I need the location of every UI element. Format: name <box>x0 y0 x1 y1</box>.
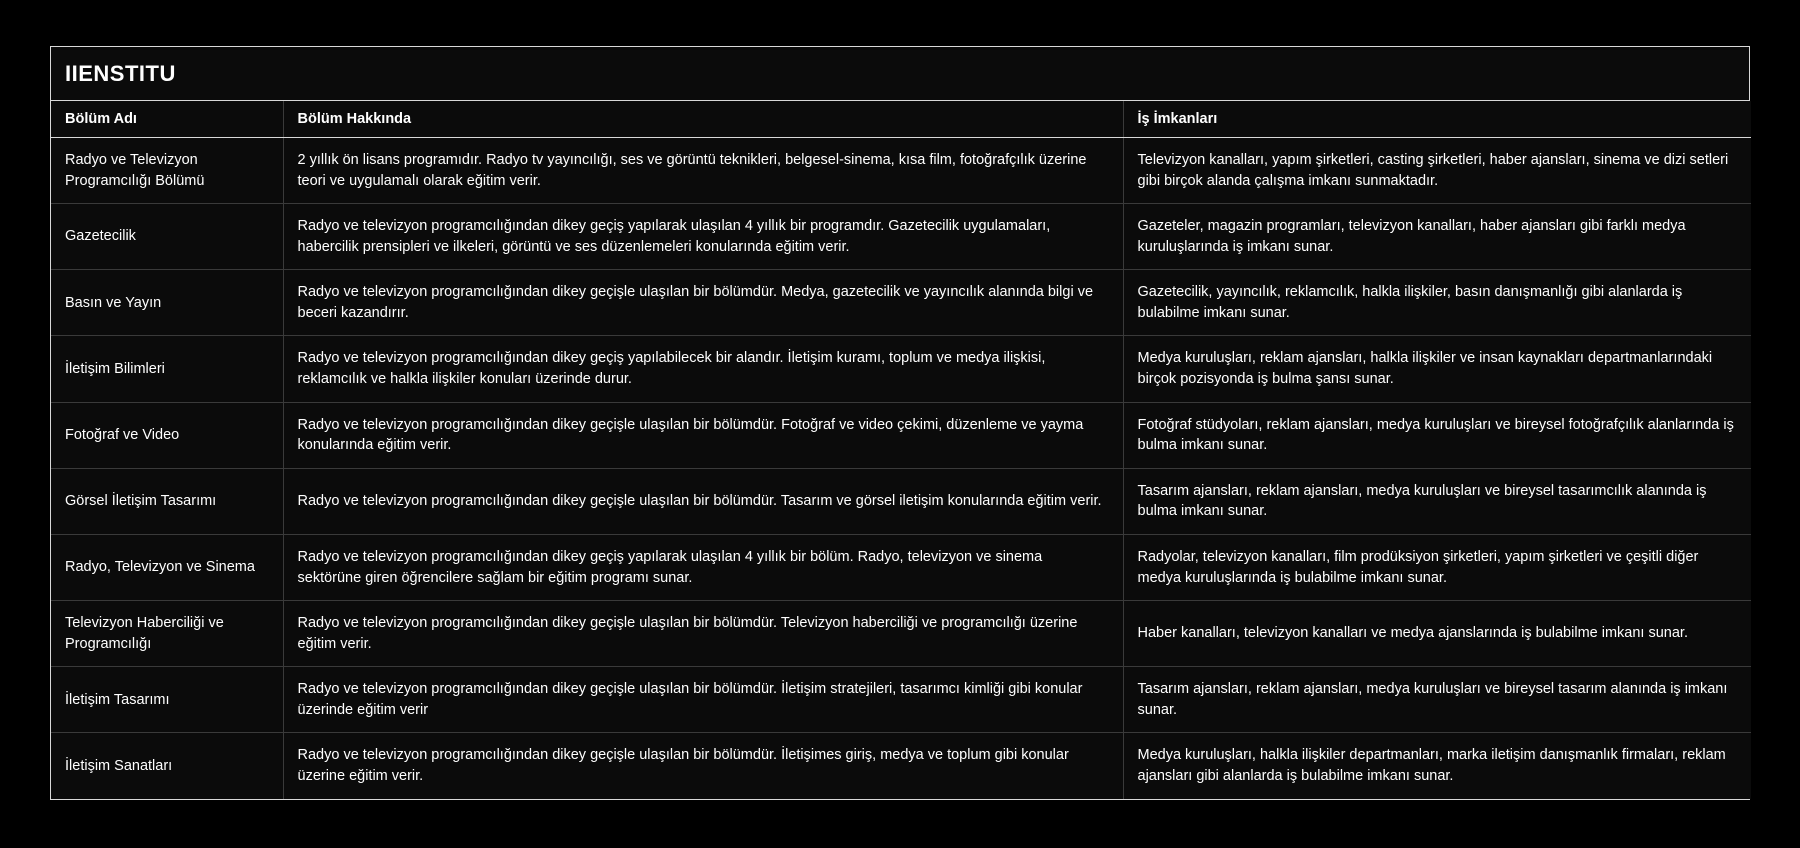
cell-department-name: Görsel İletişim Tasarımı <box>51 468 283 534</box>
table-body <box>51 138 1751 799</box>
cell-about: Radyo ve televizyon programcılığından dikey geçişle ulaşılan bir bölümdür. Televizyon haberciliği ve programcılığı üzerine eğitim verir. <box>283 601 1123 667</box>
column-header-department-name: Bölüm Adı <box>51 101 283 138</box>
cell-jobs: Tasarım ajansları, reklam ajansları, medya kuruluşları ve bireysel tasarımcılık alanında iş bulma imkanı sunar. <box>1123 468 1751 534</box>
cell-jobs: Medya kuruluşları, reklam ajansları, halkla ilişkiler ve insan kaynakları departmanlarındaki birçok pozisyonda iş bulma şansı sunar. <box>1123 336 1751 402</box>
cell-jobs: Radyolar, televizyon kanalları, film prodüksiyon şirketleri, yapım şirketleri ve çeşitli diğer medya kuruluşlarında iş bulabilme imkanı sunar. <box>1123 534 1751 600</box>
cell-department-name: İletişim Sanatları <box>51 733 283 799</box>
cell-department-name: İletişim Tasarımı <box>51 667 283 733</box>
cell-department-name: Radyo ve Televizyon Programcılığı Bölümü <box>51 138 283 204</box>
cell-about: Radyo ve televizyon programcılığından dikey geçiş yapılarak ulaşılan 4 yıllık bir programdır. Gazetecilik uygulamaları, habercilik prensipleri ve ilkeleri, görüntü ve ses düzenlemeleri konularında eğitim verir. <box>283 204 1123 270</box>
cell-about: Radyo ve televizyon programcılığından dikey geçişle ulaşılan bir bölümdür. İletişimes giriş, medya ve toplum gibi konular üzerine eğitim verir. <box>283 733 1123 799</box>
cell-department-name: Basın ve Yayın <box>51 270 283 336</box>
table-row <box>51 270 1751 336</box>
content-card <box>50 46 1750 800</box>
cell-about: Radyo ve televizyon programcılığından dikey geçiş yapılabilecek bir alandır. İletişim kuramı, toplum ve medya ilişkisi, reklamcılık ve halkla ilişkiler konuları üzerinde durur. <box>283 336 1123 402</box>
cell-department-name: İletişim Bilimleri <box>51 336 283 402</box>
table-row <box>51 138 1751 204</box>
table-row <box>51 336 1751 402</box>
cell-jobs: Gazetecilik, yayıncılık, reklamcılık, halkla ilişkiler, basın danışmanlığı gibi alanlarda iş bulabilme imkanı sunar. <box>1123 270 1751 336</box>
cell-about: Radyo ve televizyon programcılığından dikey geçiş yapılarak ulaşılan 4 yıllık bir bölüm. Radyo, televizyon ve sinema sektörüne giren öğrencilere sağlam bir eğitim programı sunar. <box>283 534 1123 600</box>
cell-department-name: Televizyon Haberciliği ve Programcılığı <box>51 601 283 667</box>
cell-jobs: Tasarım ajansları, reklam ajansları, medya kuruluşları ve bireysel tasarım alanında iş imkanı sunar. <box>1123 667 1751 733</box>
table-row <box>51 534 1751 600</box>
table-row <box>51 468 1751 534</box>
column-header-about: Bölüm Hakkında <box>283 101 1123 138</box>
cell-jobs: Fotoğraf stüdyoları, reklam ajansları, medya kuruluşları ve bireysel fotoğrafçılık alanlarında iş bulma imkanı sunar. <box>1123 402 1751 468</box>
cell-jobs: Medya kuruluşları, halkla ilişkiler departmanları, marka iletişim danışmanlık firmaları, reklam ajansları gibi alanlarda iş bulabilme imkanı sunar. <box>1123 733 1751 799</box>
table-row <box>51 204 1751 270</box>
table-row <box>51 733 1751 799</box>
cell-department-name: Gazetecilik <box>51 204 283 270</box>
table-row <box>51 667 1751 733</box>
cell-jobs: Haber kanalları, televizyon kanalları ve medya ajanslarında iş bulabilme imkanı sunar. <box>1123 601 1751 667</box>
cell-about: Radyo ve televizyon programcılığından dikey geçişle ulaşılan bir bölümdür. Tasarım ve görsel iletişim konularında eğitim verir. <box>283 468 1123 534</box>
cell-jobs: Gazeteler, magazin programları, televizyon kanalları, haber ajansları gibi farklı medya kuruluşlarında iş imkanı sunar. <box>1123 204 1751 270</box>
brand-bar <box>51 47 1749 101</box>
column-header-jobs: İş İmkanları <box>1123 101 1751 138</box>
table-row <box>51 601 1751 667</box>
cell-department-name: Fotoğraf ve Video <box>51 402 283 468</box>
departments-table <box>51 101 1751 799</box>
cell-department-name: Radyo, Televizyon ve Sinema <box>51 534 283 600</box>
table-header-row <box>51 101 1751 138</box>
brand-title: IIENSTITU <box>65 60 176 86</box>
cell-about: Radyo ve televizyon programcılığından dikey geçişle ulaşılan bir bölümdür. İletişim stratejileri, tasarımcı kimliği gibi konular üzerinde eğitim verir <box>283 667 1123 733</box>
cell-about: Radyo ve televizyon programcılığından dikey geçişle ulaşılan bir bölümdür. Fotoğraf ve video çekimi, düzenleme ve yayma konularında eğitim verir. <box>283 402 1123 468</box>
cell-about: Radyo ve televizyon programcılığından dikey geçişle ulaşılan bir bölümdür. Medya, gazetecilik ve yayıncılık alanında bilgi ve beceri kazandırır. <box>283 270 1123 336</box>
cell-jobs: Televizyon kanalları, yapım şirketleri, casting şirketleri, haber ajansları, sinema ve dizi setleri gibi birçok alanda çalışma imkanı sunmaktadır. <box>1123 138 1751 204</box>
table-head <box>51 101 1751 138</box>
table-row <box>51 402 1751 468</box>
cell-about: 2 yıllık ön lisans programıdır. Radyo tv yayıncılığı, ses ve görüntü teknikleri, belgesel-sinema, kısa film, fotoğrafçılık üzerine teori ve uygulamalı olarak eğitim verir. <box>283 138 1123 204</box>
